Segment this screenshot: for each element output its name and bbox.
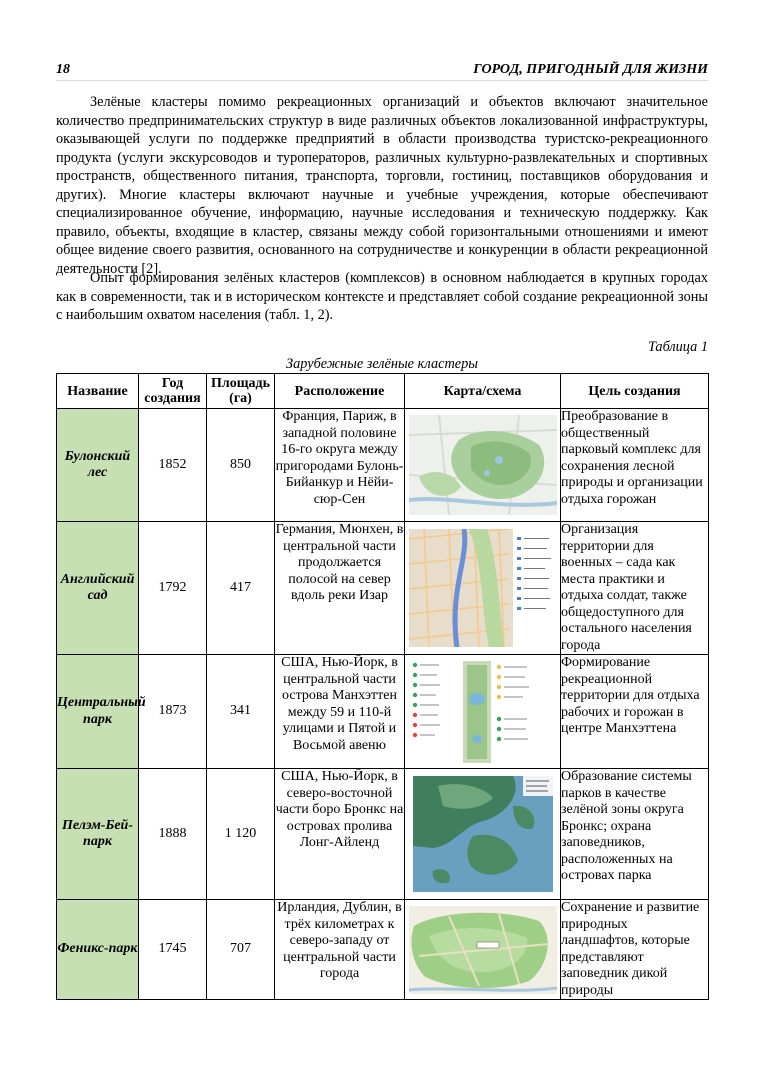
table-row xyxy=(57,900,709,1000)
park-map xyxy=(405,409,561,522)
map-thumbnail-icon xyxy=(409,415,557,515)
body-paragraph-1: Зелёные кластеры помимо рекреационных организаций и объектов включают значительное количество предпринимательских структур в виде различных объектов локализованной инфраструктуры, оказывающей услуги по поддержке предприятий в области производства туристско-рекреационного продукта (услуги экскурсоводов и туроператоров, различных культурно-развлекательных и спортивных пространств, общественного питания, транспорта, торговли, гостиниц, поставщиков оборудования и других). Многие кластеры включают научные и учебные учреждения, которые обеспечивают специализированное обучение, информацию, научные исследования и техническую поддержку. Как правило, объекты, входящие в кластер, связаны между собой горизонтальными отношениями и имеют общее видение своего развития, основанного на сотрудничестве и конкуренции в области рекреационной деятельности [2]. xyxy=(56,94,708,277)
col-header-goal: Цель создания xyxy=(561,374,709,409)
map-thumbnail-icon xyxy=(413,776,553,892)
park-map xyxy=(405,522,561,655)
park-goal: Организация территории для военных – сада как места практики и отдыха солдат, также общедоступного для остального населения города xyxy=(561,522,709,655)
park-location: США, Нью-Йорк, в северо-восточной части боро Бронкс на островах пролива Лонг-Айленд xyxy=(275,769,405,900)
map-thumbnail-icon xyxy=(409,659,557,765)
col-header-name: Название xyxy=(57,374,139,409)
park-year: 1888 xyxy=(139,769,207,900)
table-header-row xyxy=(57,374,709,409)
park-area: 850 xyxy=(207,409,275,522)
col-header-year: Год создания xyxy=(139,374,207,409)
running-title: ГОРОД, ПРИГОДНЫЙ ДЛЯ ЖИЗНИ xyxy=(473,62,708,77)
page-number: 18 xyxy=(56,62,70,77)
park-name: Английский сад xyxy=(57,522,139,655)
park-area: 1 120 xyxy=(207,769,275,900)
park-map xyxy=(405,769,561,900)
park-map xyxy=(405,655,561,769)
park-name: Пелэм-Бей-парк xyxy=(57,769,139,900)
park-goal: Сохранение и развитие природных ландшафтов, которые представляют заповедник дикой природы xyxy=(561,900,709,1000)
table-caption: Таблица 1 xyxy=(648,339,708,355)
table-row xyxy=(57,769,709,900)
table-title: Зарубежные зелёные кластеры xyxy=(286,356,478,372)
page-header xyxy=(56,62,708,80)
park-goal: Преобразование в общественный парковый комплекс для сохранения лесной природы и организации отдыха горожан xyxy=(561,409,709,522)
col-header-map: Карта/схема xyxy=(405,374,561,409)
park-year: 1792 xyxy=(139,522,207,655)
map-thumbnail-icon xyxy=(409,529,557,647)
body-paragraph-2: Опыт формирования зелёных кластеров (комплексов) в основном наблюдается в крупных городах как в современности, так и в историческом контексте и представляет собой создание рекреационной зоны с наибольшим охватом населения (табл. 1, 2). xyxy=(56,270,708,323)
park-map xyxy=(405,900,561,1000)
park-location: Франция, Париж, в западной половине 16-го округа между пригородами Булонь-Бийанкур и Нёйи-сюр-Сен xyxy=(275,409,405,522)
park-year: 1873 xyxy=(139,655,207,769)
park-location: Германия, Мюнхен, в центральной части продолжается полосой на север вдоль реки Изар xyxy=(275,522,405,655)
map-thumbnail-icon xyxy=(409,906,557,994)
header-rule xyxy=(56,80,708,81)
park-goal: Образование системы парков в качестве зелёной зоны округа Бронкс; охрана заповедников, расположенных на островах парка xyxy=(561,769,709,900)
table-row xyxy=(57,409,709,522)
park-year: 1745 xyxy=(139,900,207,1000)
park-goal: Формирование рекреационной территории для отдыха рабочих и горожан в центре Манхэттена xyxy=(561,655,709,769)
park-name: Феникс-парк xyxy=(57,900,139,1000)
green-clusters-table xyxy=(56,373,709,1000)
park-name: Центральный парк xyxy=(57,655,139,769)
park-location: США, Нью-Йорк, в центральной части острова Манхэттен между 59 и 110-й улицами и Пятой и Восьмой авеню xyxy=(275,655,405,769)
col-header-area: Площадь (га) xyxy=(207,374,275,409)
park-location: Ирландия, Дублин, в трёх километрах к северо-западу от центральной части города xyxy=(275,900,405,1000)
table-row xyxy=(57,655,709,769)
col-header-location: Расположение xyxy=(275,374,405,409)
park-name: Булонский лес xyxy=(57,409,139,522)
park-area: 417 xyxy=(207,522,275,655)
park-year: 1852 xyxy=(139,409,207,522)
park-area: 707 xyxy=(207,900,275,1000)
park-area: 341 xyxy=(207,655,275,769)
table-row xyxy=(57,522,709,655)
